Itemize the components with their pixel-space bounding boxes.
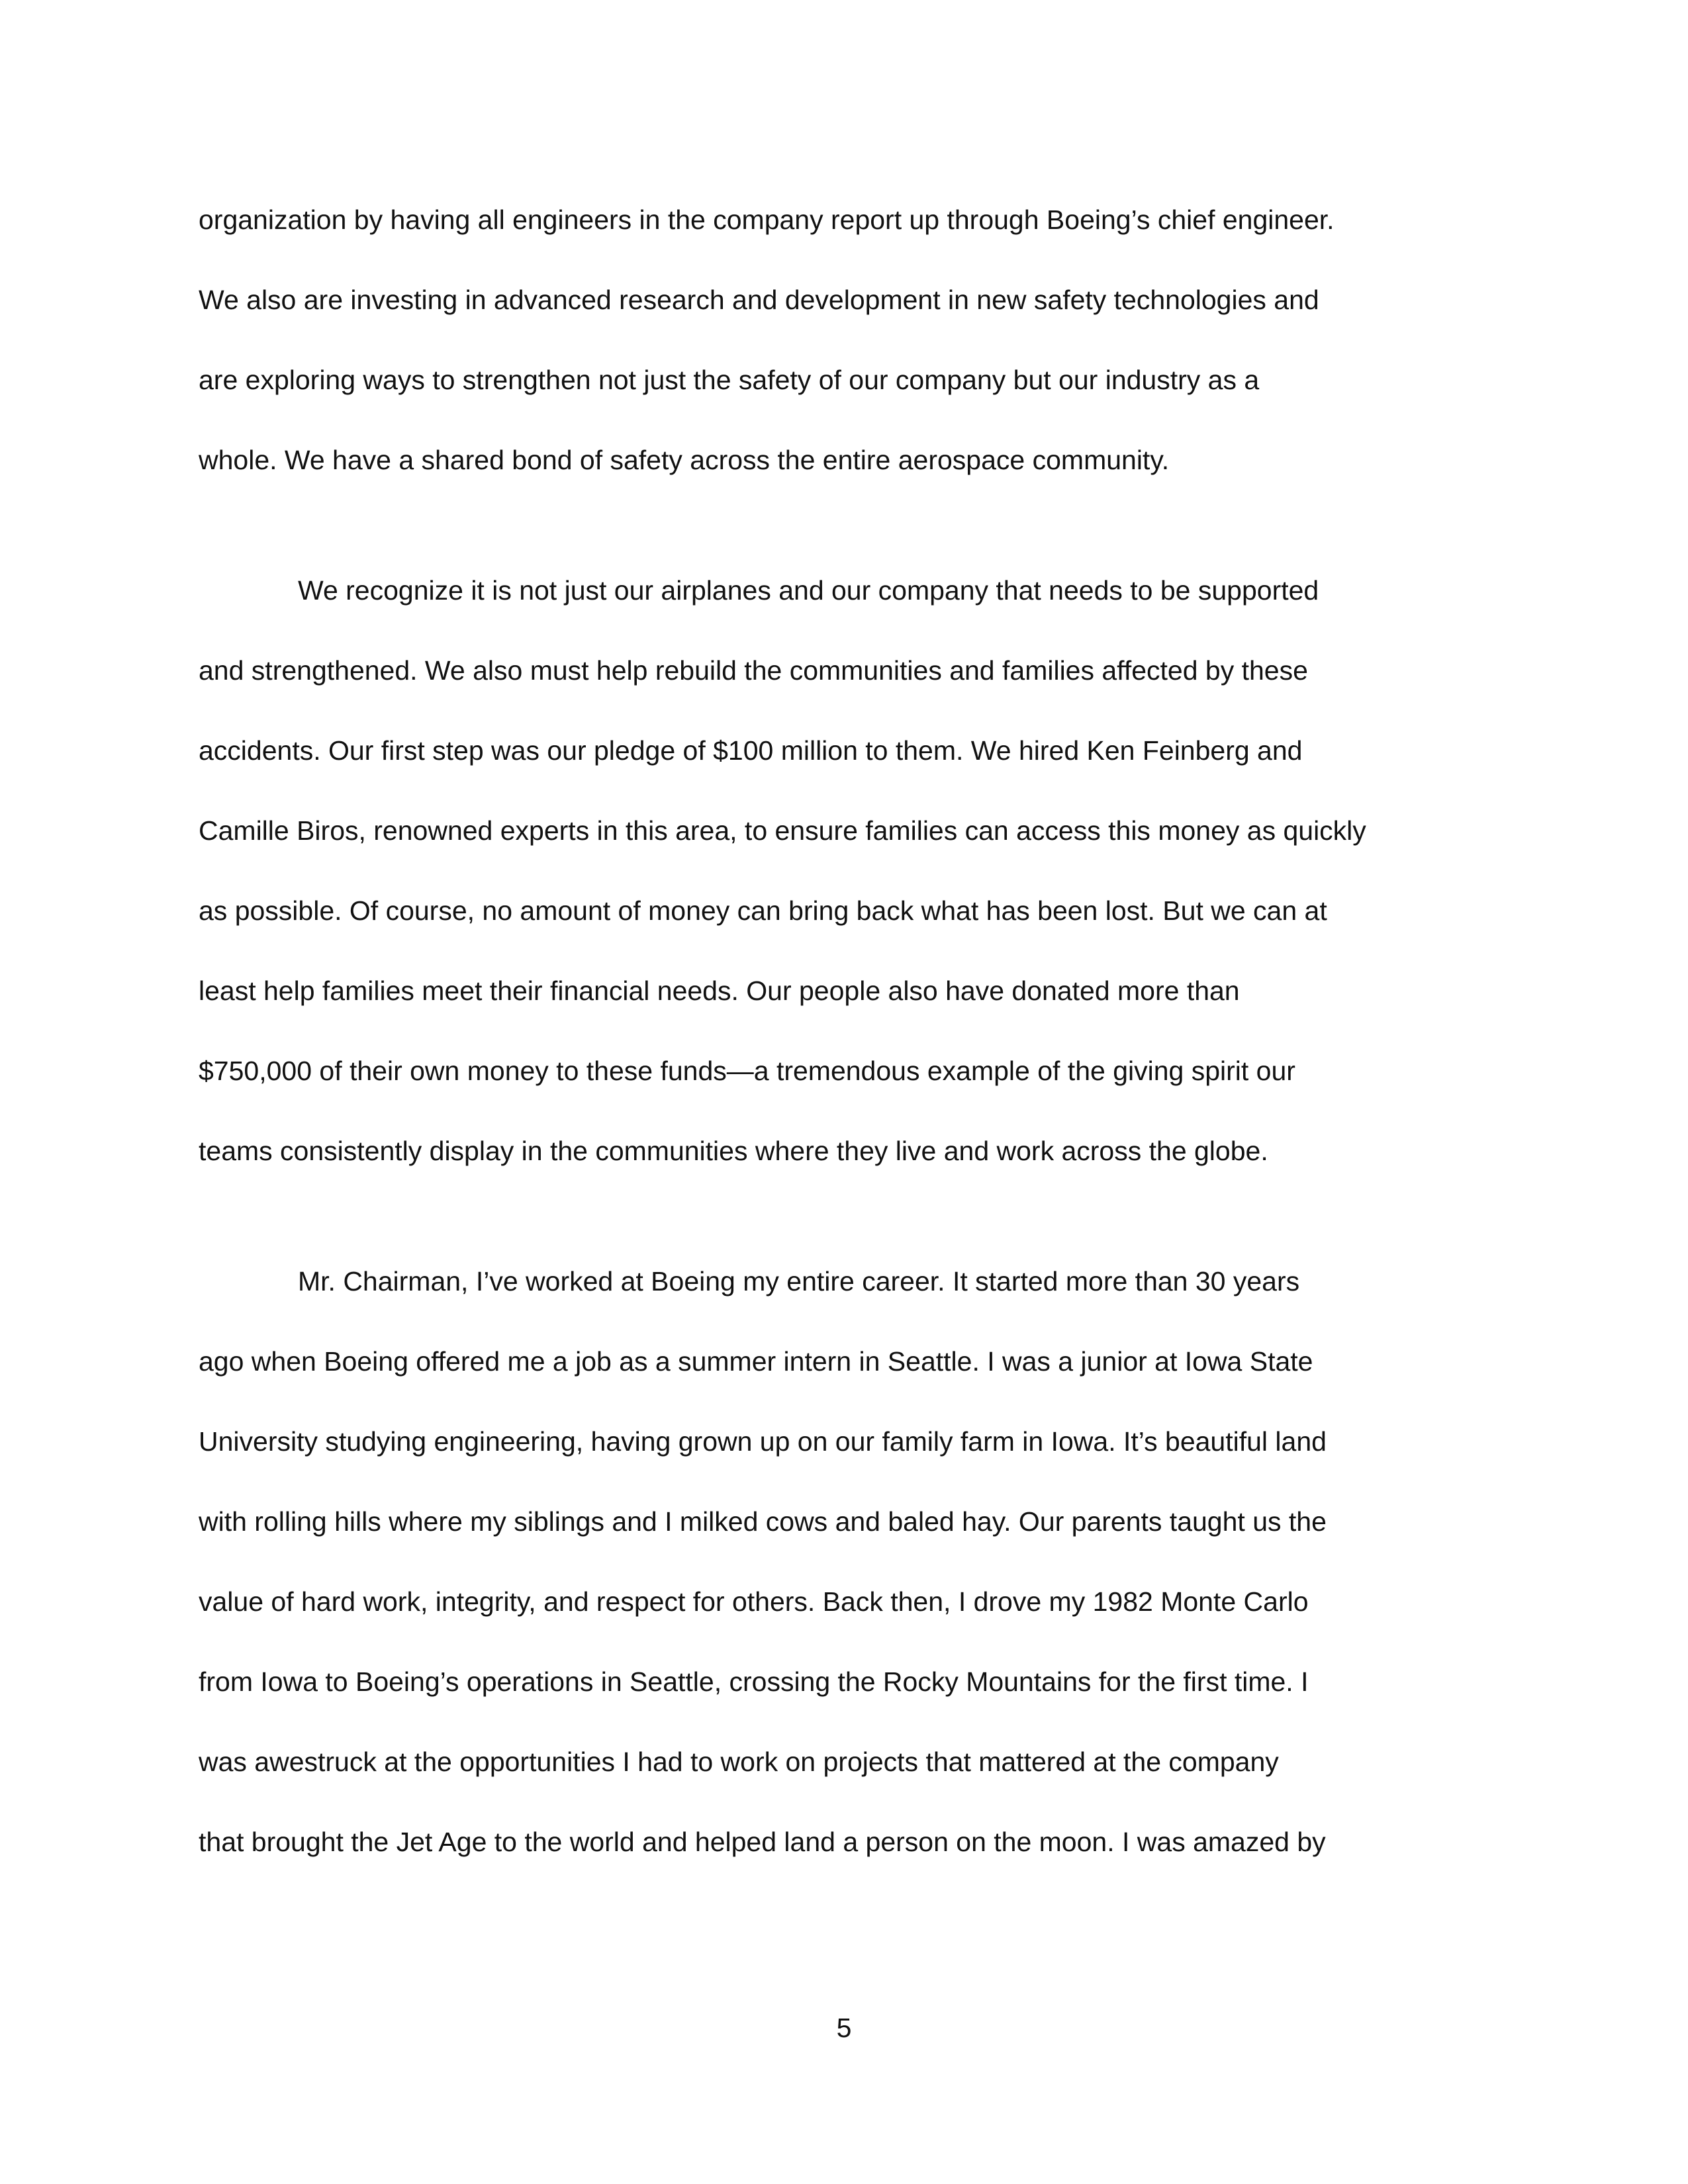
text-line: with rolling hills where my siblings and I milked cows and baled hay. Our parents taught us the (199, 1506, 1327, 1537)
text-line: that brought the Jet Age to the world and helped land a person on the moon. I was amazed by (199, 1827, 1326, 1857)
text-line: least help families meet their financial needs. Our people also have donated more than (199, 976, 1240, 1006)
text-line: was awestruck at the opportunities I had to work on projects that mattered at the company (199, 1747, 1279, 1777)
page-number: 5 (836, 2013, 852, 2043)
text-line: Camille Biros, renowned experts in this area, to ensure families can access this money as quickly (199, 815, 1366, 846)
text-line: ago when Boeing offered me a job as a summer intern in Seattle. I was a junior at Iowa State (199, 1346, 1313, 1377)
text-line: $750,000 of their own money to these funds—a tremendous example of the giving spirit our (199, 1056, 1295, 1086)
text-line: from Iowa to Boeing’s operations in Seattle, crossing the Rocky Mountains for the first time. I (199, 1666, 1309, 1697)
text-line: are exploring ways to strengthen not just the safety of our company but our industry as a (199, 365, 1260, 395)
text-line: organization by having all engineers in the company report up through Boeing’s chief engineer. (199, 205, 1335, 235)
text-line: and strengthened. We also must help rebuild the communities and families affected by these (199, 655, 1308, 686)
text-line: University studying engineering, having grown up on our family farm in Iowa. It’s beautiful land (199, 1426, 1327, 1457)
text-line: whole. We have a shared bond of safety across the entire aerospace community. (199, 445, 1170, 475)
text-line: We recognize it is not just our airplanes and our company that needs to be supported (298, 575, 1319, 606)
text-line: value of hard work, integrity, and respect for others. Back then, I drove my 1982 Monte Carlo (199, 1586, 1309, 1617)
text-line: accidents. Our first step was our pledge of $100 million to them. We hired Ken Feinberg and (199, 735, 1303, 766)
text-line: teams consistently display in the communities where they live and work across the globe. (199, 1136, 1268, 1166)
text-line: We also are investing in advanced research and development in new safety technologies and (199, 285, 1319, 315)
text-line: Mr. Chairman, I’ve worked at Boeing my entire career. It started more than 30 years (298, 1266, 1300, 1297)
text-line: as possible. Of course, no amount of money can bring back what has been lost. But we can at (199, 895, 1327, 926)
